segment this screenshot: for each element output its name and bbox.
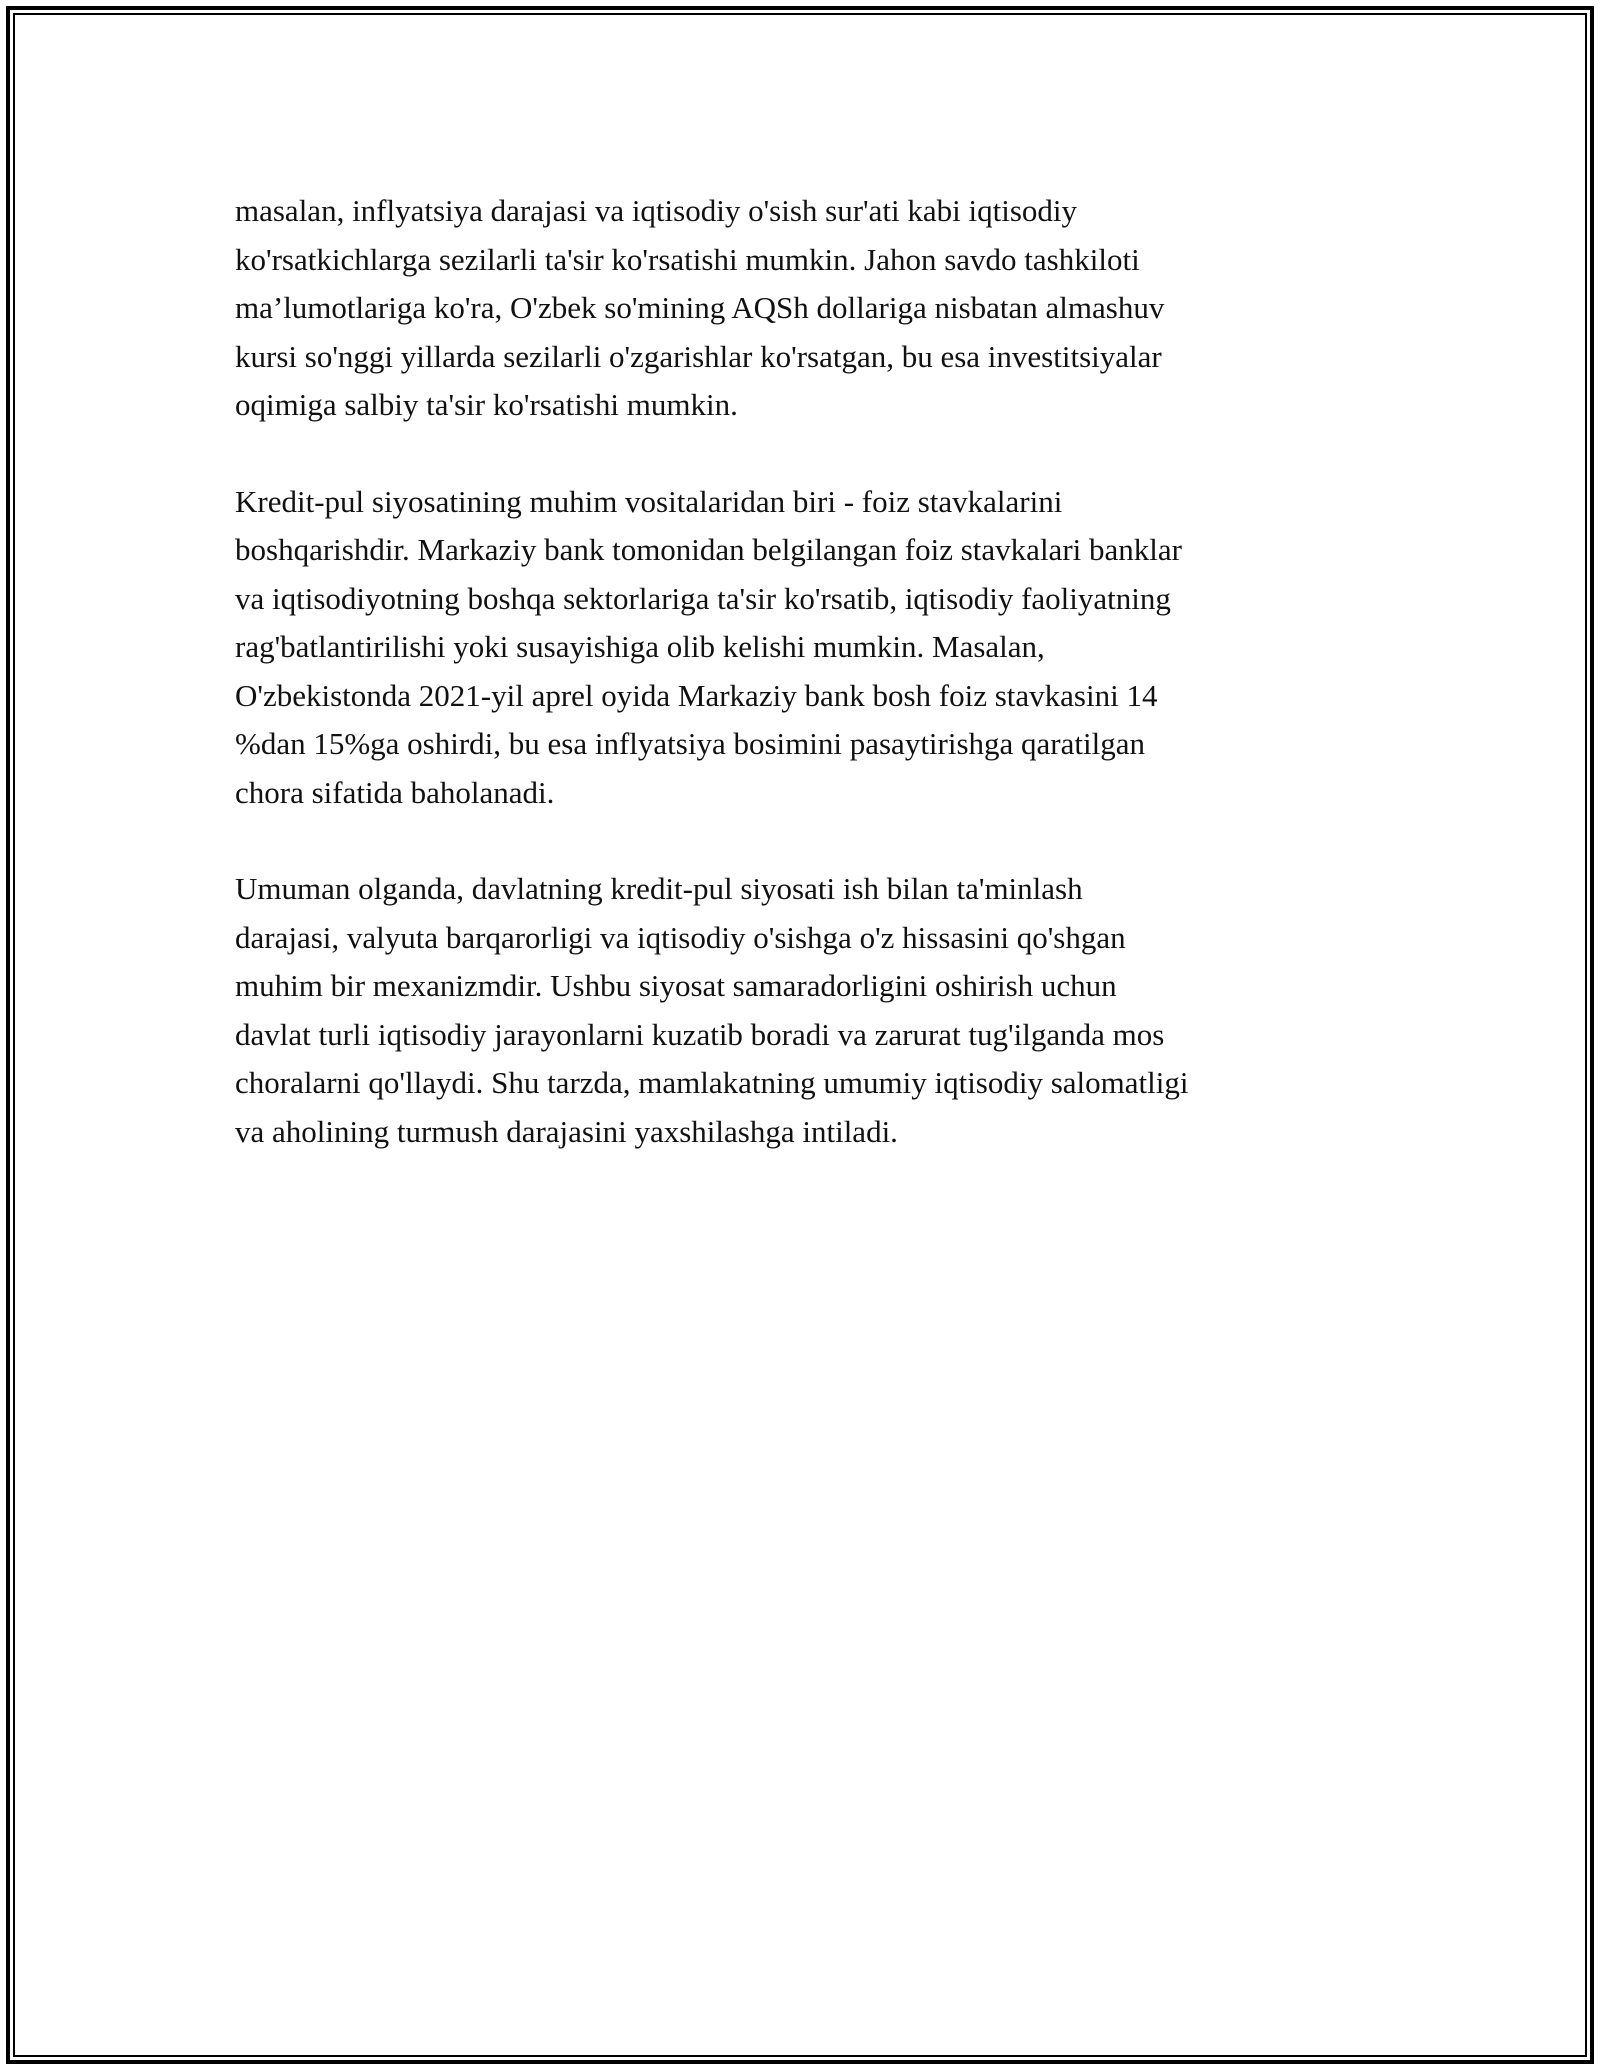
- text-line: kursi so'nggi yillarda sezilarli o'zgarishlar ko'rsatgan, bu esa investitsiyalar: [235, 338, 1162, 374]
- text-line: rag'batlantirilishi yoki susayishiga olib kelishi mumkin. Masalan,: [235, 629, 1045, 664]
- text-line: boshqarishdir. Markaziy bank tomonidan belgilangan foiz stavkalari banklar: [235, 532, 1182, 567]
- text-line: muhim bir mexanizmdir. Ushbu siyosat samaradorligini oshirish uchun: [235, 968, 1117, 1003]
- text-line: chora sifatida baholanadi.: [235, 774, 555, 810]
- text-line: %dan 15%ga oshirdi, bu esa inflyatsiya bosimini pasaytirishga qaratilgan: [235, 726, 1145, 761]
- text-line: Kredit-pul siyosatining muhim vositalaridan biri - foiz stavkalarini: [235, 483, 1063, 519]
- text-line: davlat turli iqtisodiy jarayonlarni kuzatib boradi va zarurat tug'ilganda mos: [235, 1016, 1165, 1052]
- text-line: ma’lumotlariga ko'ra, O'zbek so'mining AQSh dollariga nisbatan almashuv: [235, 290, 1165, 325]
- text-line: Umuman olganda, davlatning kredit-pul siyosati ish bilan ta'minlash: [235, 871, 1083, 906]
- text-line: darajasi, valyuta barqarorligi va iqtisodiy o'sishga o'z hissasini qo'shgan: [235, 919, 1126, 955]
- text-line: va iqtisodiyotning boshqa sektorlariga ta'sir ko'rsatib, iqtisodiy faoliyatning: [235, 580, 1171, 616]
- text-line: ko'rsatkichlarga sezilarli ta'sir ko'rsatishi mumkin. Jahon savdo tashkiloti: [235, 241, 1140, 277]
- document-body: [235, 187, 1375, 1204]
- text-line: choralarni qo'llaydi. Shu tarzda, mamlakatning umumiy iqtisodiy salomatligi: [235, 1065, 1189, 1100]
- text-line: O'zbekistonda 2021-yil aprel oyida Markaziy bank bosh foiz stavkasini 14: [235, 677, 1158, 713]
- text-line: masalan, inflyatsiya darajasi va iqtisodiy o'sish sur'ati kabi iqtisodiy: [235, 193, 1078, 228]
- text-line: oqimiga salbiy ta'sir ko'rsatishi mumkin.: [235, 387, 738, 422]
- paragraph-3: [235, 865, 1375, 1156]
- paragraph-1: [235, 187, 1375, 430]
- paragraph-2: [235, 478, 1375, 818]
- text-line: va aholining turmush darajasini yaxshilashga intiladi.: [235, 1113, 898, 1149]
